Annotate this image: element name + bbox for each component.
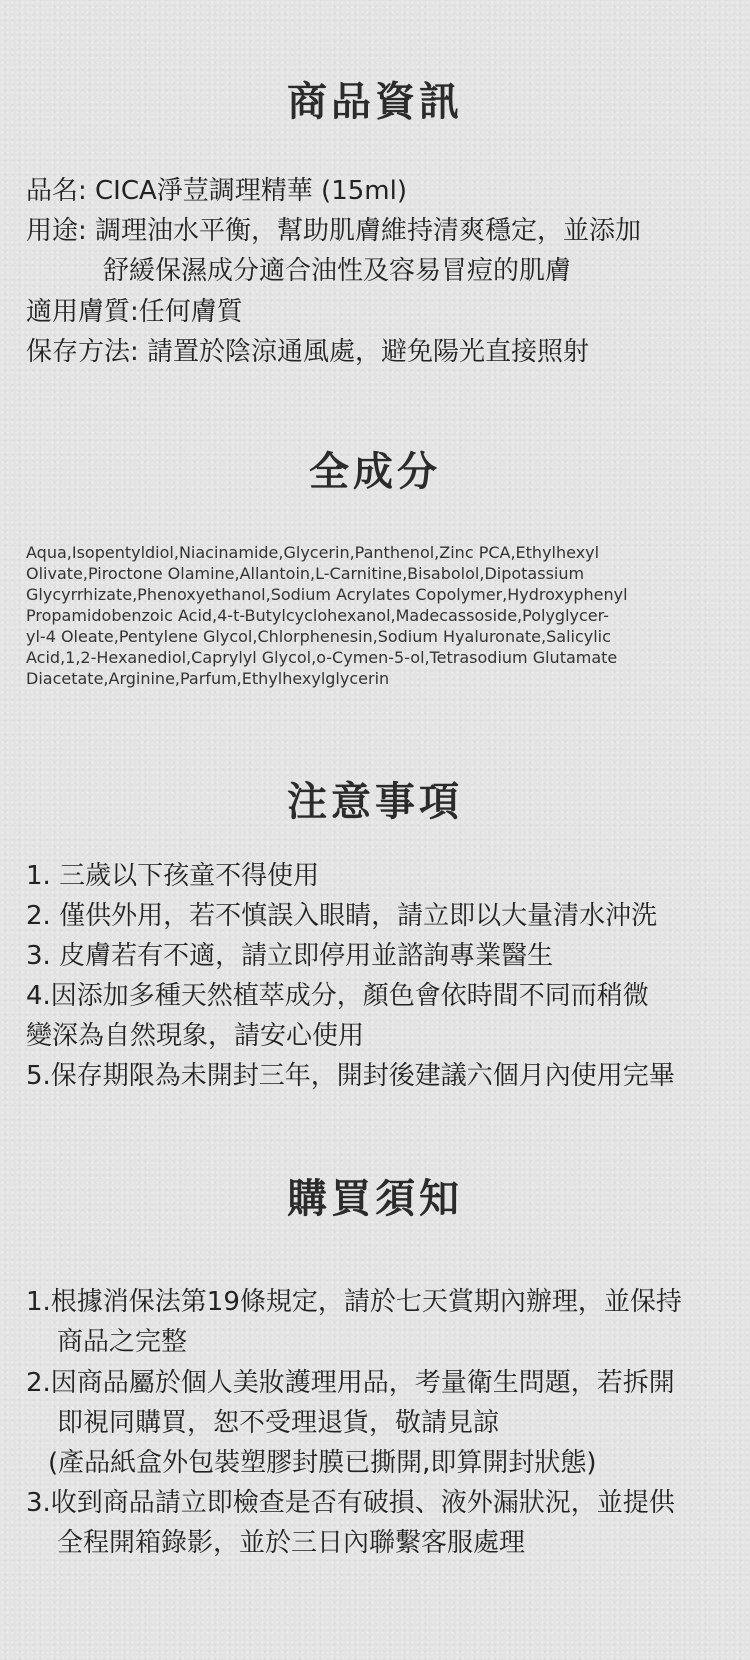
skin-type-line: 適用膚質:任何膚質 [26,297,243,327]
purchase-note-parenthetical: (產品紙盒外包裝塑膠封膜已撕開,即算開封狀態) [48,1448,597,1478]
purchase-note-item: 2.因商品屬於個人美妝護理用品，考量衛生問題，若拆開 [26,1368,675,1398]
ingredients-line: Glycyrrhizate,Phenoxyethanol,Sodium Acrylates Copolymer,Hydroxyphenyl [26,585,628,604]
precaution-item-continued: 變深為自然現象，請安心使用 [26,1021,365,1051]
purchase-note-item: 3.收到商品請立即檢查是否有破損、液外漏狀況，並提供 [26,1488,675,1518]
ingredients-heading: 全成分 [309,448,441,495]
purchase-note-item: 1.根據消保法第19條規定，請於七天賞期內辦理，並保持 [26,1287,682,1317]
storage-method-line: 保存方法: 請置於陰涼通風處，避免陽光直接照射 [26,337,590,367]
product-usage-line-continued: 舒緩保濕成分適合油性及容易冒痘的肌膚 [103,256,572,286]
precaution-item: 5.保存期限為未開封三年，開封後建議六個月內使用完畢 [26,1061,675,1091]
purchase-note-item-continued: 即視同購買，恕不受理退貨，敬請見諒 [57,1408,500,1438]
ingredients-line: Diacetate,Arginine,Parfum,Ethylhexylglycerin [26,669,390,688]
precautions-heading: 注意事項 [287,778,463,825]
precaution-item: 3. 皮膚若有不適，請立即停用並諮詢專業醫生 [26,941,554,971]
ingredients-line: Propamidobenzoic Acid,4-t-Butylcyclohexanol,Madecassoside,Polyglycer- [26,606,609,625]
ingredients-list [26,542,726,689]
product-usage-line: 用途: 調理油水平衡，幫助肌膚維持清爽穩定，並添加 [26,216,642,246]
precaution-item: 2. 僅供外用，若不慎誤入眼睛，請立即以大量清水沖洗 [26,901,658,931]
product-name-line: 品名: CICA淨荳調理精華 (15ml) [26,176,407,206]
ingredients-line: yl-4 Oleate,Pentylene Glycol,Chlorphenesin,Sodium Hyaluronate,Salicylic [26,627,611,646]
ingredients-line: Acid,1,2-Hexanediol,Caprylyl Glycol,o-Cymen-5-ol,Tetrasodium Glutamate [26,648,618,667]
ingredients-line: Olivate,Piroctone Olamine,Allantoin,L-Carnitine,Bisabolol,Dipotassium [26,564,585,583]
precaution-item: 4.因添加多種天然植萃成分，顏色會依時間不同而稍微 [26,981,649,1011]
precaution-item: 1. 三歲以下孩童不得使用 [26,861,320,891]
purchase-note-item-continued: 全程開箱錄影，並於三日內聯繫客服處理 [57,1528,526,1558]
purchase-note-item-continued: 商品之完整 [57,1327,188,1357]
purchase-notes-heading: 購買須知 [287,1175,463,1222]
ingredients-line: Aqua,Isopentyldiol,Niacinamide,Glycerin,Panthenol,Zinc PCA,Ethylhexyl [26,543,600,562]
product-info-heading: 商品資訊 [287,78,463,125]
